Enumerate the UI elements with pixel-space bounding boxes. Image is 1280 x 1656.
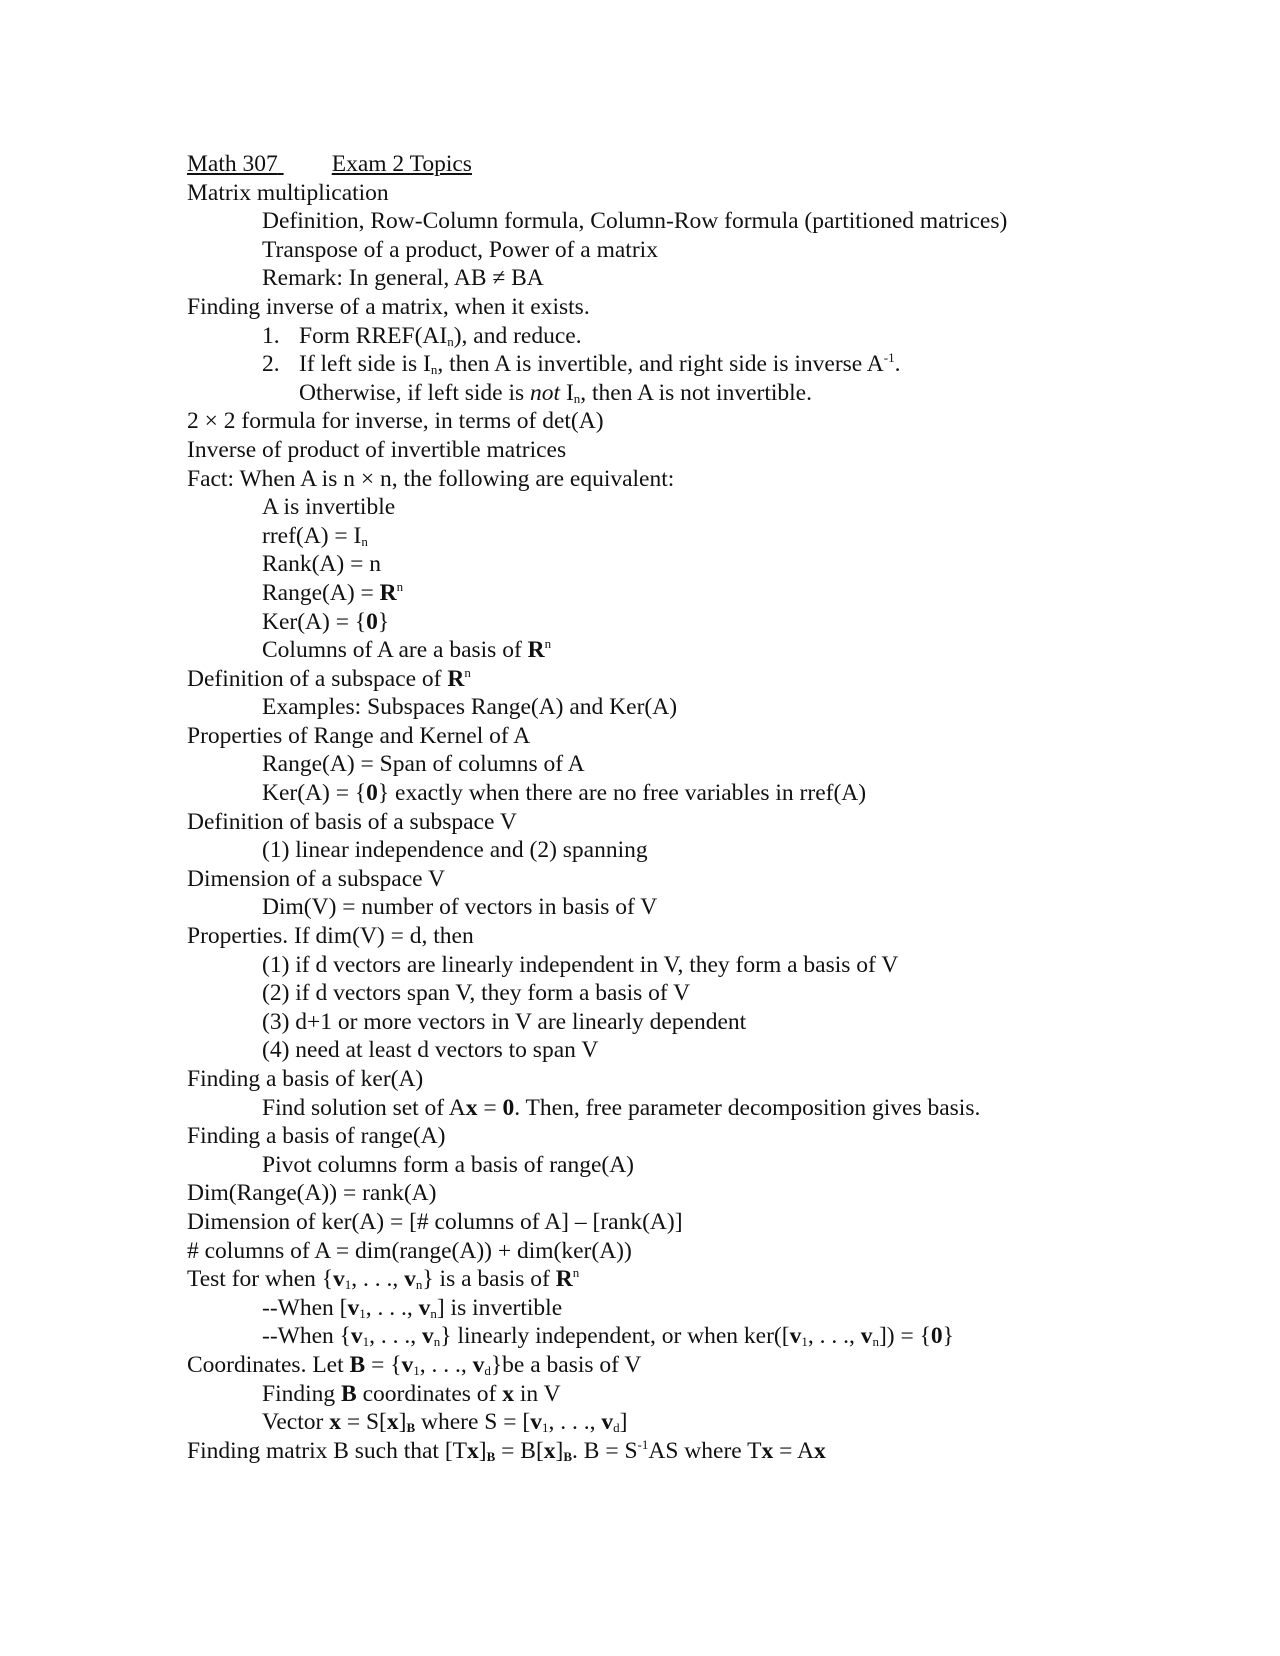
bold-symbol: v <box>333 1266 345 1293</box>
bold-symbol: v <box>404 1266 416 1293</box>
text-span: = A <box>773 1437 814 1464</box>
subtopic-line: Rank(A) = n <box>262 551 381 578</box>
text-span: Finding matrix B such that [T <box>187 1437 468 1464</box>
subtopic-line <box>187 636 1197 665</box>
exam-name: Exam 2 Topics <box>331 151 472 177</box>
text-span: ] <box>619 1409 628 1436</box>
subtopic-line <box>187 1408 1197 1437</box>
topic-line: Finding a basis of ker(A) <box>187 1066 424 1092</box>
bold-symbol: B <box>563 1448 573 1464</box>
topic-line: 2 × 2 formula for inverse, in terms of det(A) <box>187 408 604 435</box>
bold-symbol: B <box>349 1351 366 1378</box>
text-span: --When { <box>262 1323 351 1350</box>
subtopic-line: Dim(V) = number of vectors in basis of V <box>262 894 658 921</box>
step-number: 1. <box>262 322 280 349</box>
subtopic-line <box>187 522 1197 551</box>
bold-symbol: B <box>341 1380 357 1407</box>
bold-symbol: v <box>401 1351 414 1378</box>
text-span: Coordinates. Let <box>187 1351 350 1378</box>
text-span: ]) = { <box>878 1323 931 1350</box>
bold-symbol: B <box>406 1420 416 1436</box>
text-span: ] is invertible <box>436 1294 563 1321</box>
bold-symbol: 0 <box>930 1323 943 1350</box>
bold-symbol: 0 <box>502 1094 515 1121</box>
topic-line: Finding a basis of range(A) <box>187 1123 446 1150</box>
text-span: } is a basis of <box>422 1266 556 1293</box>
text-span: , . . ., <box>807 1323 861 1350</box>
subtopic-line: (2) if d vectors span V, they form a basis of V <box>262 980 691 1007</box>
subtopic-line <box>187 1380 1197 1409</box>
topic-line <box>187 1437 1197 1466</box>
topic-line: Dim(Range(A)) = rank(A) <box>187 1180 437 1207</box>
text-span: AS where T <box>648 1437 762 1464</box>
step-continuation <box>187 379 1197 408</box>
superscript: n <box>464 664 471 680</box>
topic-line: Definition of basis of a subspace V <box>187 808 517 835</box>
text-span: ] <box>478 1437 487 1464</box>
superscript: n <box>572 1265 580 1281</box>
text-span: coordinates of <box>356 1380 503 1407</box>
topic-line <box>187 1351 1197 1380</box>
bold-symbol: v <box>789 1323 802 1350</box>
text-span: --When [ <box>262 1294 348 1321</box>
bold-symbol: R <box>555 1266 573 1293</box>
text-span: Find solution set of A <box>262 1094 466 1121</box>
bold-symbol: x <box>502 1380 514 1407</box>
topic-line <box>187 1265 1197 1294</box>
bold-symbol: v <box>860 1323 873 1350</box>
topic-line: Dimension of a subspace V <box>187 865 446 892</box>
text-span: Definition of a subspace of <box>187 665 448 692</box>
topic-line: Properties. If dim(V) = d, then <box>187 923 474 950</box>
subscript: 1 <box>541 1420 549 1436</box>
text-span: , then A is invertible, and right side is inverse A <box>437 351 884 378</box>
text-span: = S[ <box>340 1409 387 1436</box>
step-line <box>187 350 1197 379</box>
title-gap <box>278 150 332 179</box>
bold-symbol: x <box>543 1437 556 1464</box>
subscript: d <box>613 1420 620 1436</box>
bold-symbol: v <box>422 1323 434 1350</box>
topic-line <box>187 665 1197 694</box>
subscript: n <box>447 333 454 349</box>
course-name: Math 307 <box>187 151 278 177</box>
bold-symbol: v <box>418 1294 431 1321</box>
superscript: -1 <box>637 1436 649 1452</box>
bold-symbol: 0 <box>366 780 378 807</box>
subtopic-line <box>187 579 1197 608</box>
text-span: Form RREF(AI <box>299 322 448 349</box>
subtopic-line: Pivot columns form a basis of range(A) <box>262 1151 635 1178</box>
text-span: I <box>560 379 574 406</box>
subtopic-line: (1) if d vectors are linearly independent in V, they form a basis of V <box>262 951 899 978</box>
step-number: 2. <box>262 351 280 378</box>
topic-line: Inverse of product of invertible matrices <box>187 436 567 463</box>
subscript: n <box>872 1334 879 1350</box>
text-span: Ker(A) = { <box>262 608 367 635</box>
topic-line: Properties of Range and Kernel of A <box>187 722 531 749</box>
text-span: in V <box>513 1380 561 1407</box>
subtopic-line: Examples: Subspaces Range(A) and Ker(A) <box>262 694 678 721</box>
subscript: n <box>430 1305 437 1321</box>
text-span: ] <box>555 1437 564 1464</box>
subtopic-line <box>187 608 1197 637</box>
bold-symbol: x <box>813 1437 826 1464</box>
text-span: , . . ., <box>419 1351 473 1378</box>
text-span: }be a basis of V <box>490 1351 642 1378</box>
subscript: n <box>573 390 581 406</box>
subscript <box>406 1420 415 1435</box>
topic-line: Fact: When A is n × n, the following are equivalent: <box>187 465 675 492</box>
step-line <box>187 322 1197 351</box>
text-span: . Then, free parameter decomposition gives basis. <box>514 1094 981 1121</box>
text-span: , then A is not invertible. <box>580 379 812 406</box>
text-span: } <box>377 608 390 635</box>
subscript: 1 <box>362 1334 370 1350</box>
text-span: If left side is I <box>299 351 431 378</box>
subtopic-line: (4) need at least d vectors to span V <box>262 1037 599 1064</box>
superscript: n <box>544 636 552 652</box>
topic-line: Finding inverse of a matrix, when it exists. <box>187 293 590 320</box>
text-span: ] <box>398 1409 407 1436</box>
text-span: Range(A) = <box>262 579 380 606</box>
subscript: 1 <box>413 1362 420 1378</box>
bold-symbol: x <box>761 1437 774 1464</box>
text-span: Finding <box>262 1380 342 1407</box>
bold-symbol: R <box>447 665 465 692</box>
text-span: Vector <box>262 1409 330 1436</box>
bold-symbol: x <box>467 1437 479 1464</box>
bold-symbol: v <box>347 1294 360 1321</box>
text-span: Test for when { <box>187 1266 334 1293</box>
text-span: . B = S <box>572 1437 638 1464</box>
text-span: = { <box>365 1351 402 1378</box>
subtopic-line: Range(A) = Span of columns of A <box>262 751 585 778</box>
bold-symbol: x <box>465 1094 478 1121</box>
subtopic-line: (3) d+1 or more vectors in V are linearly dependent <box>262 1008 747 1035</box>
text-span: . <box>894 351 901 378</box>
bold-symbol: x <box>386 1409 399 1436</box>
bold-symbol: v <box>472 1351 485 1378</box>
subscript <box>487 1449 496 1464</box>
text-span: rref(A) = I <box>262 522 362 549</box>
bold-symbol: R <box>379 579 397 606</box>
subtopic-line: Transpose of a product, Power of a matrix <box>262 236 658 263</box>
bold-symbol: B <box>486 1448 496 1464</box>
bold-symbol: 0 <box>366 608 378 635</box>
text-span: ), and reduce. <box>453 322 582 349</box>
text-span: = <box>477 1094 503 1121</box>
subscript: d <box>484 1362 491 1378</box>
subscript: 1 <box>359 1305 366 1321</box>
superscript: n <box>396 578 404 594</box>
subtopic-line: Definition, Row-Column formula, Column-Row formula (partitioned matrices) <box>262 208 1008 235</box>
subtopic-line <box>187 1322 1197 1351</box>
topic-line: Matrix multiplication <box>187 179 389 206</box>
text-span: Columns of A are a basis of <box>262 637 528 664</box>
bold-symbol: v <box>601 1409 614 1436</box>
exam-topics-list <box>187 150 1197 1465</box>
text-span: where S = [ <box>415 1409 531 1436</box>
text-span: , . . ., <box>365 1294 419 1321</box>
subtopic-line: (1) linear independence and (2) spanning <box>262 837 648 864</box>
text-span: , . . ., <box>351 1266 405 1293</box>
text-span: Ker(A) = { <box>262 780 367 807</box>
bold-symbol: v <box>530 1409 542 1436</box>
superscript: -1 <box>883 350 895 366</box>
text-span: } linearly independent, or when ker([ <box>440 1323 790 1350</box>
text-span: , . . ., <box>369 1323 423 1350</box>
text-span: , . . ., <box>548 1409 602 1436</box>
topic-line: # columns of A = dim(range(A)) + dim(ker(A)) <box>187 1237 632 1264</box>
emphasis-text: not <box>530 379 561 406</box>
text-span: Otherwise, if left side is <box>299 379 531 406</box>
text-span: } exactly when there are no free variables in rref(A) <box>377 780 867 807</box>
bold-symbol: R <box>527 637 545 664</box>
subscript <box>563 1449 572 1464</box>
subscript: n <box>415 1277 423 1293</box>
text-span: = B[ <box>495 1437 544 1464</box>
subscript: 1 <box>801 1334 808 1350</box>
topic-line: Dimension of ker(A) = [# columns of A] – [rank(A)] <box>187 1208 683 1235</box>
document-title <box>187 150 1197 179</box>
subscript: n <box>361 533 368 549</box>
subtopic-line <box>187 1294 1197 1323</box>
subscript: n <box>433 1334 441 1350</box>
bold-symbol: v <box>350 1323 363 1350</box>
subtopic-line: Remark: In general, AB ≠ BA <box>262 265 544 292</box>
subtopic-line <box>187 779 1197 808</box>
bold-symbol: x <box>329 1409 341 1436</box>
subtopic-line: A is invertible <box>262 494 396 521</box>
subscript: n <box>430 362 438 378</box>
subtopic-line <box>187 1094 1197 1123</box>
text-span: } <box>942 1323 954 1350</box>
subscript: 1 <box>344 1277 352 1293</box>
